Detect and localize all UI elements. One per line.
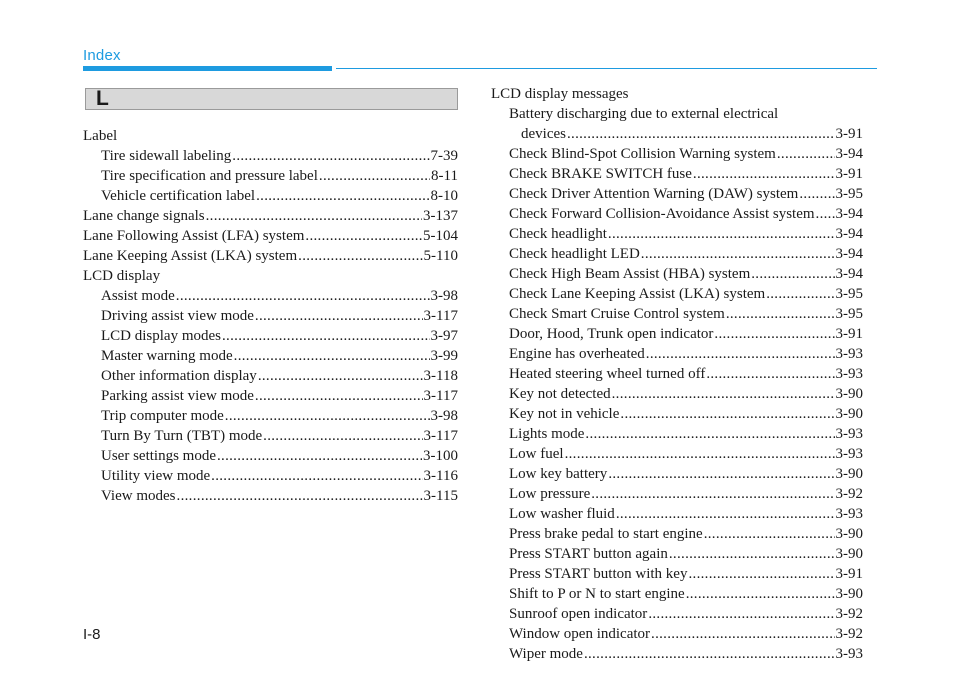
dot-leader — [751, 264, 834, 284]
header-rule-thin — [336, 68, 877, 69]
dot-leader — [686, 584, 835, 604]
entry-page: 3-115 — [423, 488, 458, 504]
entry-page: 3-90 — [835, 526, 863, 542]
dot-leader — [565, 444, 835, 464]
index-entry — [83, 186, 458, 206]
entry-text: Check Forward Collision-Avoidance Assist system — [509, 206, 815, 222]
dot-leader — [591, 484, 834, 504]
index-entry — [491, 524, 863, 544]
page-title: Index — [83, 47, 121, 64]
entry-text: Engine has overheated — [509, 346, 645, 362]
dot-leader — [222, 326, 430, 346]
entry-page: 3-118 — [423, 368, 458, 384]
entry-text: Check Lane Keeping Assist (LKA) system — [509, 286, 766, 302]
dot-leader — [616, 504, 835, 524]
index-entry — [83, 146, 458, 166]
entry-page: 3-117 — [423, 428, 458, 444]
entry-page: 3-91 — [835, 566, 863, 582]
entry-page: 3-94 — [835, 146, 863, 162]
entry-text: Battery discharging due to external electrical — [509, 106, 779, 122]
index-entry — [491, 424, 863, 444]
entry-text: Lights mode — [509, 426, 585, 442]
entry-text: Check Blind-Spot Collision Warning system — [509, 146, 776, 162]
entry-text: User settings mode — [101, 448, 216, 464]
dot-leader — [319, 166, 430, 186]
dot-leader — [726, 304, 835, 324]
entry-text: Key not in vehicle — [509, 406, 620, 422]
index-entry — [491, 544, 863, 564]
index-entry — [83, 286, 458, 306]
dot-leader — [608, 224, 835, 244]
dot-leader — [217, 446, 422, 466]
entry-text: Heated steering wheel turned off — [509, 366, 706, 382]
entry-page: 3-90 — [835, 466, 863, 482]
entry-page: 3-94 — [835, 246, 863, 262]
dot-leader — [816, 204, 835, 224]
entry-page: 3-93 — [835, 426, 863, 442]
dot-leader — [177, 486, 423, 506]
dot-leader — [608, 464, 834, 484]
entry-page: 3-100 — [423, 448, 458, 464]
entry-page: 3-117 — [423, 388, 458, 404]
dot-leader — [669, 544, 835, 564]
index-entry — [491, 184, 863, 204]
entry-text: Wiper mode — [509, 646, 583, 662]
entry-text: Low pressure — [509, 486, 591, 502]
index-entry — [491, 164, 863, 184]
entry-page: 3-93 — [835, 506, 863, 522]
index-entry — [491, 244, 863, 264]
entry-text: LCD display — [83, 268, 161, 284]
dot-leader — [211, 466, 422, 486]
entry-page: 7-39 — [430, 148, 458, 164]
index-entry — [83, 386, 458, 406]
entry-text: Sunroof open indicator — [509, 606, 648, 622]
entry-text: Check Smart Cruise Control system — [509, 306, 725, 322]
entry-text: Door, Hood, Trunk open indicator — [509, 326, 714, 342]
entry-text: Lane Keeping Assist (LKA) system — [83, 248, 298, 264]
index-entry — [491, 444, 863, 464]
entry-text: Low fuel — [509, 446, 564, 462]
index-column-right — [491, 84, 863, 664]
entry-text: Low washer fluid — [509, 506, 615, 522]
entry-text: Label — [83, 128, 118, 144]
dot-leader — [258, 366, 423, 386]
entry-text: Lane change signals — [83, 208, 205, 224]
entry-page: 3-98 — [430, 288, 458, 304]
index-entry — [83, 406, 458, 426]
entry-text: Trip computer mode — [101, 408, 224, 424]
index-entry — [491, 604, 863, 624]
index-entry — [83, 486, 458, 506]
entry-text: Low key battery — [509, 466, 608, 482]
entry-page: 3-93 — [835, 446, 863, 462]
dot-leader — [256, 186, 429, 206]
dot-leader — [232, 146, 429, 166]
page-number: I-8 — [83, 626, 101, 643]
index-entry — [491, 104, 863, 124]
entry-page: 3-93 — [835, 366, 863, 382]
entry-page: 3-91 — [835, 326, 863, 342]
index-entry — [83, 226, 458, 246]
index-entry — [491, 324, 863, 344]
entry-page: 3-92 — [835, 606, 863, 622]
index-entry — [83, 166, 458, 186]
entry-page: 3-90 — [835, 386, 863, 402]
dot-leader — [225, 406, 430, 426]
dot-leader — [766, 284, 834, 304]
index-entry — [491, 204, 863, 224]
index-entry — [83, 426, 458, 446]
dot-leader — [584, 644, 835, 664]
entry-page: 5-110 — [423, 248, 458, 264]
index-entry — [491, 584, 863, 604]
index-entry — [491, 384, 863, 404]
entry-text: Shift to P or N to start engine — [509, 586, 685, 602]
dot-leader — [585, 424, 834, 444]
entry-page: 3-98 — [430, 408, 458, 424]
entry-page: 3-93 — [835, 646, 863, 662]
entry-page: 3-94 — [835, 206, 863, 222]
dot-leader — [646, 344, 835, 364]
entry-text: Check Driver Attention Warning (DAW) system — [509, 186, 799, 202]
dot-leader — [714, 324, 834, 344]
index-entry — [83, 466, 458, 486]
index-entry — [491, 484, 863, 504]
entry-page: 3-94 — [835, 226, 863, 242]
entry-page: 3-94 — [835, 266, 863, 282]
index-entry — [83, 306, 458, 326]
entry-text: Check High Beam Assist (HBA) system — [509, 266, 751, 282]
entry-page: 3-91 — [835, 126, 863, 142]
dot-leader — [305, 226, 422, 246]
index-entry — [83, 326, 458, 346]
entry-text: Master warning mode — [101, 348, 233, 364]
index-entry — [83, 206, 458, 226]
dot-leader — [234, 346, 430, 366]
entry-text: Window open indicator — [509, 626, 651, 642]
dot-leader — [620, 404, 834, 424]
entry-page: 3-116 — [423, 468, 458, 484]
index-entry — [491, 124, 863, 144]
index-entry — [491, 644, 863, 664]
dot-leader — [693, 164, 835, 184]
entry-text: devices — [521, 126, 566, 142]
index-entry — [83, 446, 458, 466]
entry-page: 3-92 — [835, 626, 863, 642]
index-entry — [491, 304, 863, 324]
entry-page: 3-93 — [835, 346, 863, 362]
index-entry — [491, 624, 863, 644]
dot-leader — [651, 624, 834, 644]
index-column-left — [83, 126, 458, 506]
entry-page: 3-92 — [835, 486, 863, 502]
entry-page: 5-104 — [423, 228, 458, 244]
index-entry — [491, 404, 863, 424]
index-entry — [491, 224, 863, 244]
dot-leader — [255, 386, 423, 406]
entry-text: Press START button again — [509, 546, 668, 562]
entry-page: 3-90 — [835, 586, 863, 602]
index-entry — [491, 84, 863, 104]
entry-text: View modes — [101, 488, 176, 504]
dot-leader — [688, 564, 834, 584]
index-entry — [83, 366, 458, 386]
entry-page: 3-97 — [430, 328, 458, 344]
section-letter-bar — [85, 88, 458, 110]
index-entry — [491, 564, 863, 584]
index-entry — [491, 344, 863, 364]
entry-text: Assist mode — [101, 288, 175, 304]
index-entry — [83, 346, 458, 366]
entry-text: Check headlight LED — [509, 246, 640, 262]
index-entry — [491, 504, 863, 524]
index-entry — [491, 264, 863, 284]
dot-leader — [255, 306, 423, 326]
dot-leader — [176, 286, 430, 306]
entry-text: Check BRAKE SWITCH fuse — [509, 166, 692, 182]
dot-leader — [799, 184, 834, 204]
dot-leader — [206, 206, 422, 226]
index-entry — [491, 284, 863, 304]
dot-leader — [612, 384, 835, 404]
entry-text: Driving assist view mode — [101, 308, 254, 324]
entry-text: Key not detected — [509, 386, 611, 402]
index-entry — [491, 144, 863, 164]
index-entry — [83, 126, 458, 146]
entry-page: 8-11 — [431, 168, 458, 184]
entry-text: LCD display messages — [491, 86, 629, 102]
entry-page: 3-99 — [430, 348, 458, 364]
dot-leader — [263, 426, 422, 446]
entry-text: Press brake pedal to start engine — [509, 526, 703, 542]
entry-page: 8-10 — [430, 188, 458, 204]
section-letter: L — [96, 87, 109, 110]
entry-text: Turn By Turn (TBT) mode — [101, 428, 263, 444]
entry-page: 3-95 — [835, 306, 863, 322]
entry-page: 3-137 — [423, 208, 458, 224]
dot-leader — [777, 144, 835, 164]
entry-text: LCD display modes — [101, 328, 221, 344]
dot-leader — [648, 604, 834, 624]
entry-page: 3-90 — [835, 406, 863, 422]
entry-text: Utility view mode — [101, 468, 211, 484]
entry-text: Tire specification and pressure label — [101, 168, 318, 184]
dot-leader — [641, 244, 835, 264]
entry-page: 3-95 — [835, 286, 863, 302]
entry-text: Vehicle certification label — [101, 188, 256, 204]
index-entry — [83, 266, 458, 286]
entry-text: Parking assist view mode — [101, 388, 254, 404]
entry-page: 3-117 — [423, 308, 458, 324]
dot-leader — [706, 364, 834, 384]
dot-leader — [704, 524, 835, 544]
entry-text: Other information display — [101, 368, 257, 384]
entry-page: 3-95 — [835, 186, 863, 202]
header-rule-thick — [83, 66, 332, 71]
entry-text: Tire sidewall labeling — [101, 148, 232, 164]
index-entry — [83, 246, 458, 266]
entry-text: Lane Following Assist (LFA) system — [83, 228, 305, 244]
index-entry — [491, 364, 863, 384]
dot-leader — [567, 124, 835, 144]
index-entry — [491, 464, 863, 484]
entry-text: Check headlight — [509, 226, 607, 242]
dot-leader — [298, 246, 422, 266]
entry-page: 3-91 — [835, 166, 863, 182]
entry-text: Press START button with key — [509, 566, 688, 582]
entry-page: 3-90 — [835, 546, 863, 562]
